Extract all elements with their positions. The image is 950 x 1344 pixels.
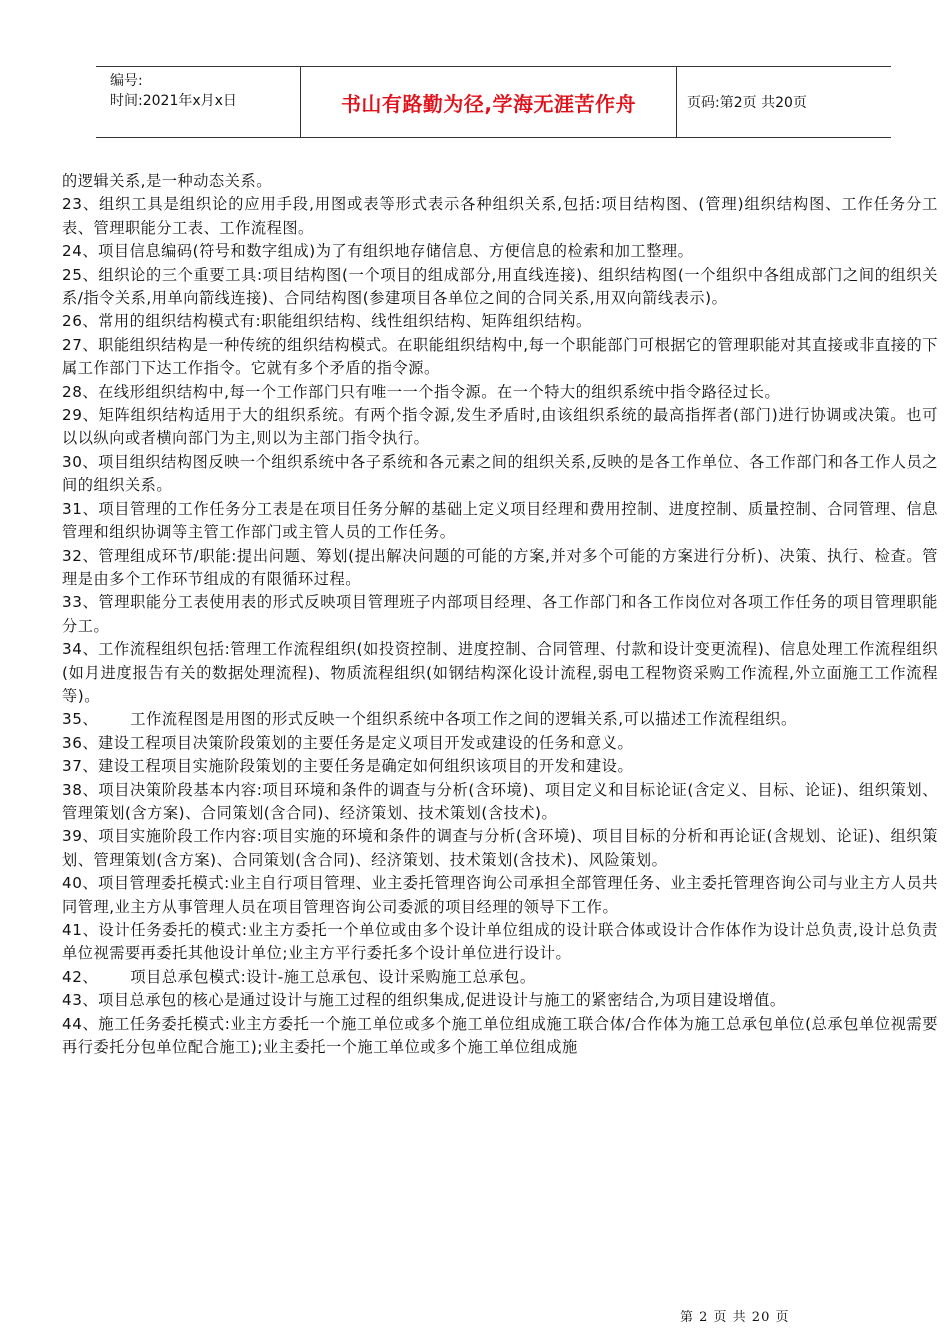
paragraph: 27、职能组织结构是一种传统的组织结构模式。在职能组织结构中,每一个职能部门可根据它的管理职能对其直接或非直接的下属工作部门下达工作指令。它就有多个矛盾的指令源。 xyxy=(62,335,938,378)
paragraph: 29、矩阵组织结构适用于大的组织系统。有两个指令源,发生矛盾时,由该组织系统的最高指挥者(部门)进行协调或决策。也可以以纵向或者横向部门为主,则以为主部门指令执行。 xyxy=(62,406,938,448)
paragraph: 37、建设工程项目实施阶段策划的主要任务是确定如何组织该项目的开发和建设。 xyxy=(62,757,634,776)
page-header xyxy=(96,66,891,138)
header-motto: 书山有路勤为径,学海无涯苦作舟 xyxy=(340,91,637,116)
paragraph: 39、项目实施阶段工作内容:项目实施的环境和条件的调查与分析(含环境)、项目目标的分析和再论证(含规划、论证)、组织策划、管理策划(含方案)、合同策划(含合同)、经济策划、技术策划(含技术)、风险策划。 xyxy=(62,827,938,869)
paragraph: 30、项目组织结构图反映一个组织系统中各子系统和各元素之间的组织关系,反映的是各工作单位、各工作部门和各工作人员之间的组织关系。 xyxy=(62,452,938,495)
paragraph: 40、项目管理委托模式:业主自行项目管理、业主委托管理咨询公司承担全部管理任务、业主委托管理咨询公司与业主方人员共同管理,业主方从事管理人员在项目管理咨询公司委派的项目经理的领导下工作。 xyxy=(62,874,938,916)
paragraph: 35、 工作流程图是用图的形式反映一个组织系统中各项工作之间的逻辑关系,可以描述工作流程组织。 xyxy=(62,710,797,729)
paragraph: 的逻辑关系,是一种动态关系。 xyxy=(62,172,272,190)
document-body xyxy=(62,170,938,1059)
document-date: 时间:2021年x月x日 xyxy=(110,93,237,109)
header-page-info: 页码:第2页 共20页 xyxy=(687,95,807,111)
paragraph: 38、项目决策阶段基本内容:项目环境和条件的调查与分析(含环境)、项目定义和目标论证(含定义、目标、论证)、组织策划、管理策划(含方案)、合同策划(含合同)、经济策划、技术策划(含技术)。 xyxy=(62,780,938,822)
header-meta xyxy=(96,67,301,137)
paragraph: 25、组织论的三个重要工具:项目结构图(一个项目的组成部分,用直线连接)、组织结构图(一个组织中各组成部门之间的组织关系/指令关系,用单向箭线连接)、合同结构图(参建项目各单位之间的合同关系,用双向箭线表示)。 xyxy=(62,265,938,308)
paragraph: 41、设计任务委托的模式:业主方委托一个单位或由多个设计单位组成的设计联合体或设计合作体作为设计总负责,设计总负责单位视需要再委托其他设计单位;业主方平行委托多个设计单位进行设计。 xyxy=(62,921,938,963)
paragraph: 24、项目信息编码(符号和数字组成)为了有组织地存储信息、方便信息的检索和加工整理。 xyxy=(62,242,694,261)
paragraph: 34、工作流程组织包括:管理工作流程组织(如投资控制、进度控制、合同管理、付款和设计变更流程)、信息处理工作流程组织(如月进度报告有关的数据处理流程)、物质流程组织(如钢结构深化设计流程,弱电工程物资采购工作流程,外立面施工工作流程等)。 xyxy=(62,640,938,705)
document-number-label: 编号: xyxy=(110,73,143,89)
header-motto-cell xyxy=(301,67,677,137)
header-page-info-cell xyxy=(677,67,891,137)
page-footer: 第 2 页 共 20 页 xyxy=(680,1310,790,1325)
paragraph: 36、建设工程项目决策阶段策划的主要任务是定义项目开发或建设的任务和意义。 xyxy=(62,733,634,752)
paragraph: 42、 项目总承包模式:设计-施工总承包、设计采购施工总承包。 xyxy=(62,967,536,986)
paragraph: 43、项目总承包的核心是通过设计与施工过程的组织集成,促进设计与施工的紧密结合,为项目建设增值。 xyxy=(62,991,786,1010)
paragraph: 28、在线形组织结构中,每一个工作部门只有唯一一个指令源。在一个特大的组织系统中指令路径过长。 xyxy=(62,382,781,401)
paragraph: 31、项目管理的工作任务分工表是在项目任务分解的基础上定义项目经理和费用控制、进度控制、质量控制、合同管理、信息管理和组织协调等主管工作部门或主管人员的工作任务。 xyxy=(62,499,938,542)
paragraph: 26、常用的组织结构模式有:职能组织结构、线性组织结构、矩阵组织结构。 xyxy=(62,312,592,331)
paragraph: 33、管理职能分工表使用表的形式反映项目管理班子内部项目经理、各工作部门和各工作岗位对各项工作任务的项目管理职能分工。 xyxy=(62,593,938,635)
paragraph: 23、组织工具是组织论的应用手段,用图或表等形式表示各种组织关系,包括:项目结构图、(管理)组织结构图、工作任务分工表、管理职能分工表、工作流程图。 xyxy=(62,195,938,237)
paragraph: 44、施工任务委托模式:业主方委托一个施工单位或多个施工单位组成施工联合体/合作体为施工总承包单位(总承包单位视需要再行委托分包单位配合施工);业主委托一个施工单位或多个施工单位组成施 xyxy=(62,1014,938,1057)
paragraph: 32、管理组成环节/职能:提出问题、筹划(提出解决问题的可能的方案,并对多个可能的方案进行分析)、决策、执行、检查。管理是由多个工作环节组成的有限循环过程。 xyxy=(62,546,938,588)
